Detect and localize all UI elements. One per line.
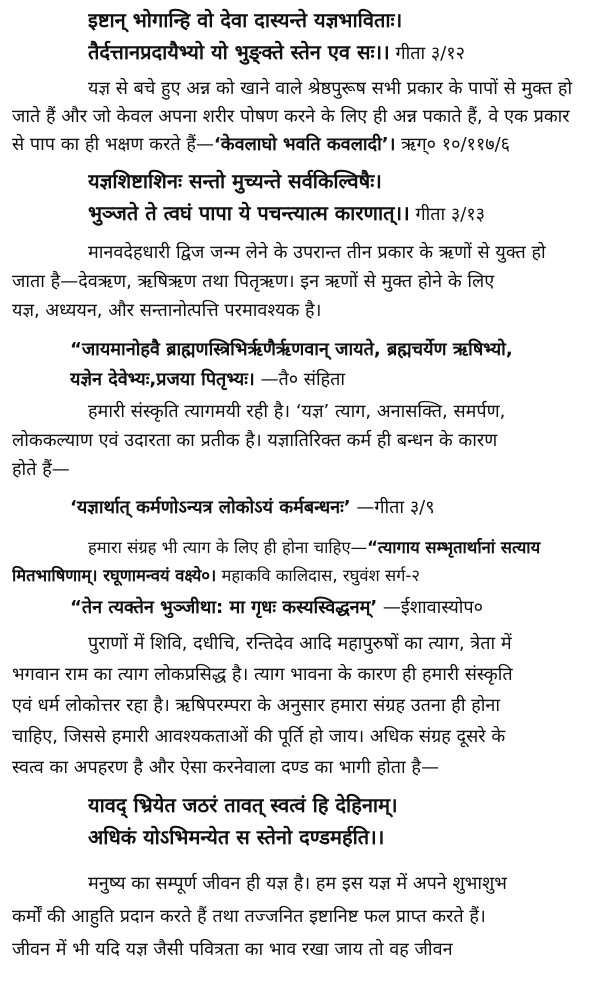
para1-line2: जाते हैं और जो केवल अपना शरीर पोषण करने के लिए ही अन्न पकाते हैं, वे एक प्रकार [12, 106, 570, 127]
verse2-line2 [88, 199, 598, 229]
para1-quote: ‘केवलाघो भवति कवलादी’। [213, 134, 396, 155]
para2-line2: जाता है—देवऋण, ऋषिऋण तथा पितृऋण। इन ऋणों से मुक्त होने के लिए [12, 271, 495, 292]
verse1-line1: इष्टान् भोगान्हि वो देवा दास्यन्ते यज्ञभाविताः। [88, 8, 403, 32]
para5-line5: स्वत्व का अपहरण है और ऐसा करनेवाला दण्ड का भागी होता है— [12, 757, 439, 778]
para1-line3-text: से पाप का ही भक्षण करते हैं— [12, 134, 214, 155]
verse2-line2-text: भुञ्जते ते त्वघं पापा ये पचन्त्यात्म कारणात्।। [88, 201, 410, 225]
quote4-reference: —गीता ३/९ [356, 497, 435, 518]
para4-quote-part2: मितभाषिणाम्। रघूणामन्वयं वक्ष्ये०। [12, 566, 217, 585]
para2-line1: मानवदेहधारी द्विज जन्म लेने के उपरान्त तीन प्रकार के ऋणों से युक्त हो [88, 242, 546, 263]
quote4-line [70, 494, 598, 522]
verse1-line2 [88, 38, 598, 68]
para1-line3 [12, 131, 598, 159]
para2-line3: यज्ञ, अध्ययन, और सन्तानोत्पत्ति परमावश्यक है। [12, 300, 322, 321]
quote5-text: “तेन त्यक्तेन भुञ्जीथा: मा गृधः कस्यस्विद्धनम्’ [70, 597, 378, 618]
para5-line3: एवं धर्म लोकोत्तर रहा है। ऋषिपरम्परा के अनुसार हमारा संग्रह उतना ही होना [12, 695, 501, 716]
verse2-reference: गीता ३/१३ [415, 204, 486, 225]
para3-line3: होते हैं— [12, 459, 70, 480]
verse1-line2-text: तैर्दत्तानप्रदायैभ्यो यो भुङ्क्ते स्तेन एव सः।। [88, 40, 390, 64]
quote4-text: ‘यज्ञार्थात् कर्मणोऽन्यत्र लोकोऽयं कर्मबन्धनः’ [70, 497, 351, 518]
quote3-line1: “जायमानोहवै ब्राह्मणस्त्रिभिर्ऋणैर्ऋणवान् जायते, ब्रह्मचर्येण ऋषिभ्यो, [70, 339, 513, 360]
verse6-line2: अधिकं योऽभिमन्येत स स्तेनो दण्डमर्हति।। [88, 825, 385, 849]
para1-reference: ऋग्० १०/११७/६ [401, 134, 511, 155]
para1-line1: यज्ञ से बचे हुए अन्न को खाने वाले श्रेष्ठपुरूष सभी प्रकार के पापों से मुक्त हो [88, 78, 573, 99]
para6-line2: कर्मों की आहुति प्रदान करते हैं तथा तज्जनित इष्टानिष्ट फल प्राप्त करते हैं। [12, 906, 486, 927]
para3-line1: हमारी संस्कृति त्यागमयी रही है। ‘यज्ञ’ त्याग, अनासक्ति, समर्पण, [88, 401, 506, 422]
quote3-line2-text: यज्ञेन देवेभ्यः,प्रजया पितृभ्यः। [70, 369, 255, 390]
para6-line1: मनुष्य का सम्पूर्ण जीवन ही यज्ञ है। हम इस यज्ञ में अपने शुभाशुभ [88, 873, 507, 894]
verse6-line1: यावद् भ्रियेत जठरं तावत् स्वत्वं हि देहिनाम्। [88, 793, 398, 817]
para6-line3: जीवन में भी यदि यज्ञ जैसी पवित्रता का भाव रखा जाय तो वह जीवन [12, 939, 453, 960]
para4-reference: महाकवि कालिदास, रघुवंश सर्ग-२ [221, 566, 420, 585]
para4-line1-text: हमारा संग्रह भी त्याग के लिए ही होना चाहिए— [88, 538, 368, 557]
para4-line1 [88, 534, 598, 562]
verse1-reference: गीता ३/१२ [395, 43, 466, 64]
verse2-line1: यज्ञशिष्टाशिनः सन्तो मुच्यन्ते सर्वकिल्विषैः। [88, 169, 382, 193]
quote3-reference: —तै० संहिता [260, 369, 346, 390]
para4-line2 [12, 562, 598, 590]
quote3-line2 [70, 366, 598, 394]
quote5-reference: —ईशावास्योप० [382, 597, 484, 618]
para5-line1: पुराणों में शिवि, दधीचि, रन्तिदेव आदि महापुरुषों का त्याग, त्रेता में [88, 633, 512, 654]
para5-line2: भगवान राम का त्याग लोकप्रसिद्ध है। त्याग भावना के कारण ही हमारी संस्कृति [12, 664, 513, 685]
para5-line4: चाहिए, जिससे हमारी आवश्यकताओं की पूर्ति हो जाय। अधिक संग्रह दूसरे के [12, 726, 506, 747]
para4-quote-part1: “त्यागाय सम्भृतार्थानां सत्याय [367, 538, 541, 557]
para3-line2: लोककल्याण एवं उदारता का प्रतीक है। यज्ञातिरिक्त कर्म ही बन्धन के कारण [12, 430, 498, 451]
quote5-line [70, 594, 598, 622]
